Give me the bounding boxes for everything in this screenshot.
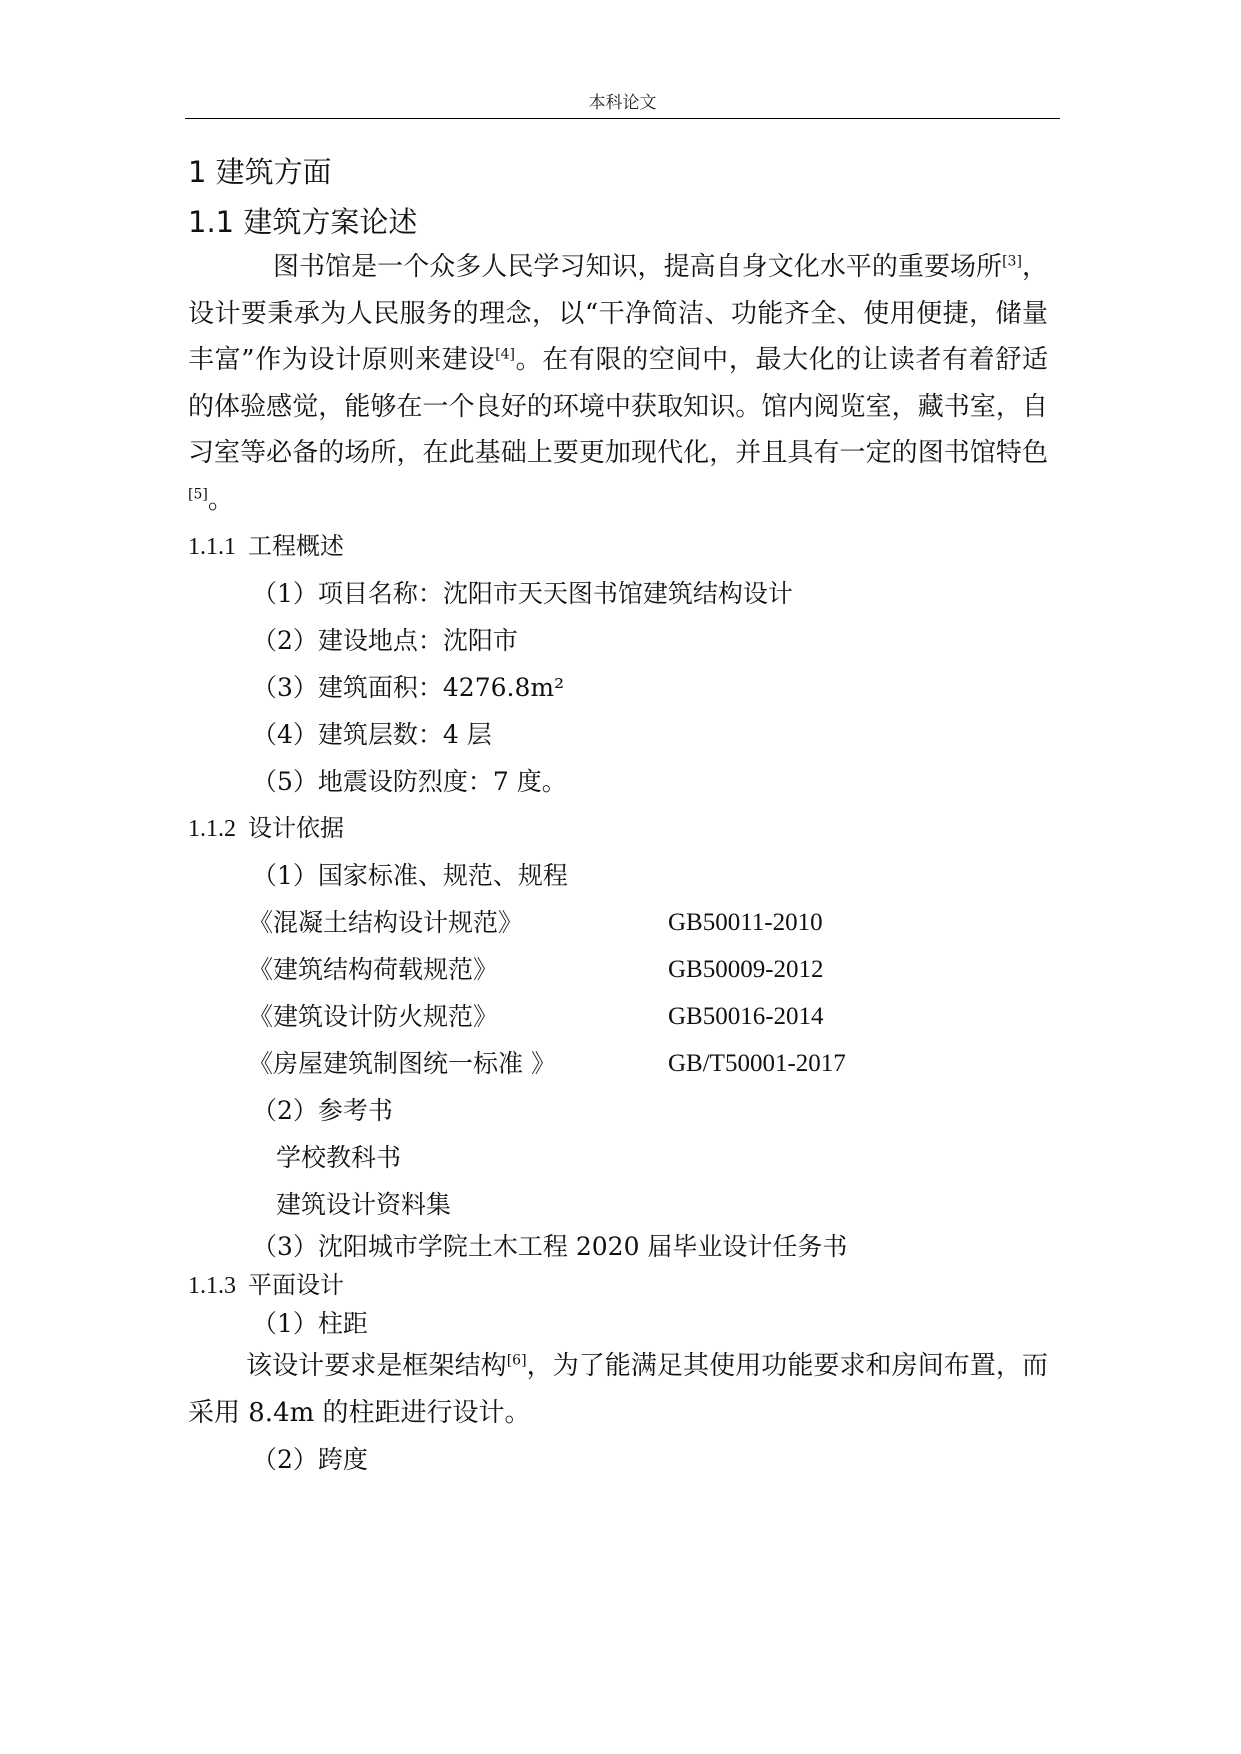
column-spacing-paragraph [188, 1343, 1048, 1436]
standard-code: GB50016-2014 [668, 1003, 824, 1030]
standard-row [188, 946, 1048, 993]
reference-book: 学校教科书 [276, 1143, 402, 1172]
plan-item-2: （2）跨度 [252, 1445, 368, 1474]
citation-3: [3] [1002, 253, 1022, 270]
section-heading-text: 设计依据 [248, 814, 344, 842]
standard-row [188, 993, 1048, 1040]
standard-code: GB/T50001-2017 [668, 1050, 846, 1077]
standard-row [188, 1040, 1048, 1087]
basis-item-1: （1）国家标准、规范、规程 [252, 861, 568, 890]
standard-code: GB50011-2010 [668, 909, 823, 936]
section-number: 1.1.1 [188, 534, 236, 560]
project-item: （5）地震设防烈度：7 度。 [252, 767, 567, 796]
project-item: （4）建筑层数：4 层 [252, 720, 492, 749]
standard-name: 《房屋建筑制图统一标准 》 [248, 1049, 556, 1078]
section-number: 1.1.3 [188, 1273, 236, 1299]
section-heading-text: 工程概述 [248, 532, 344, 560]
intro-text-2: ，设计要秉承为人民服务的理念，以“干净简洁、功能齐全、使用便捷，储量丰富”作为设计原则来建设 [188, 252, 1048, 375]
column-text-1: 该设计要求是框架结构 [246, 1351, 507, 1381]
basis-item-2: （2）参考书 [252, 1096, 393, 1125]
section-number: 1.1.2 [188, 816, 236, 842]
project-item: （2）建设地点：沈阳市 [252, 626, 518, 655]
section-1-1-3-title [188, 1266, 1048, 1305]
running-header: 本科论文 [588, 93, 657, 113]
standard-name: 《混凝土结构设计规范》 [248, 908, 524, 937]
section-heading-text: 平面设计 [248, 1271, 344, 1299]
section-1-1-2-title [188, 805, 1048, 852]
section-1-title: 1 建筑方面 [188, 155, 332, 189]
standard-code: GB50009-2012 [668, 956, 824, 983]
intro-text-1: 图书馆是一个众多人民学习知识，提高自身文化水平的重要场所 [273, 252, 1003, 282]
intro-paragraph [188, 244, 1048, 523]
page-content [188, 150, 1048, 1483]
intro-text-3: 。在有限的空间中，最大化的让读者有着舒适的体验感觉，能够在一个良好的环境中获取知识。馆内阅览室，藏书室，自习室等必备的场所，在此基础上要更加现代化，并且具有一定的图书馆特色 [188, 345, 1048, 468]
section-1-1-title: 1.1 建筑方案论述 [188, 205, 418, 239]
standard-row [188, 899, 1048, 946]
section-1-1-1-title [188, 523, 1048, 570]
citation-5: [5] [188, 485, 208, 502]
standard-name: 《建筑设计防火规范》 [248, 1002, 499, 1031]
header-rule [185, 118, 1060, 119]
project-item: （3）建筑面积：4276.8m² [252, 673, 565, 702]
intro-text-4: 。 [207, 484, 234, 515]
basis-item-3: （3）沈阳城市学院土木工程 2020 届毕业设计任务书 [252, 1232, 848, 1261]
column-text-2: ，为了能满足其使用功能要求和房间布置，而采用 8.4m 的柱距进行设计。 [188, 1351, 1048, 1428]
citation-4: [4] [495, 346, 515, 363]
reference-book: 建筑设计资料集 [276, 1190, 452, 1219]
standard-name: 《建筑结构荷载规范》 [248, 955, 499, 984]
project-item: （1）项目名称：沈阳市天天图书馆建筑结构设计 [252, 579, 793, 608]
citation-6: [6] [506, 1352, 527, 1369]
plan-item-1: （1）柱距 [252, 1309, 368, 1338]
